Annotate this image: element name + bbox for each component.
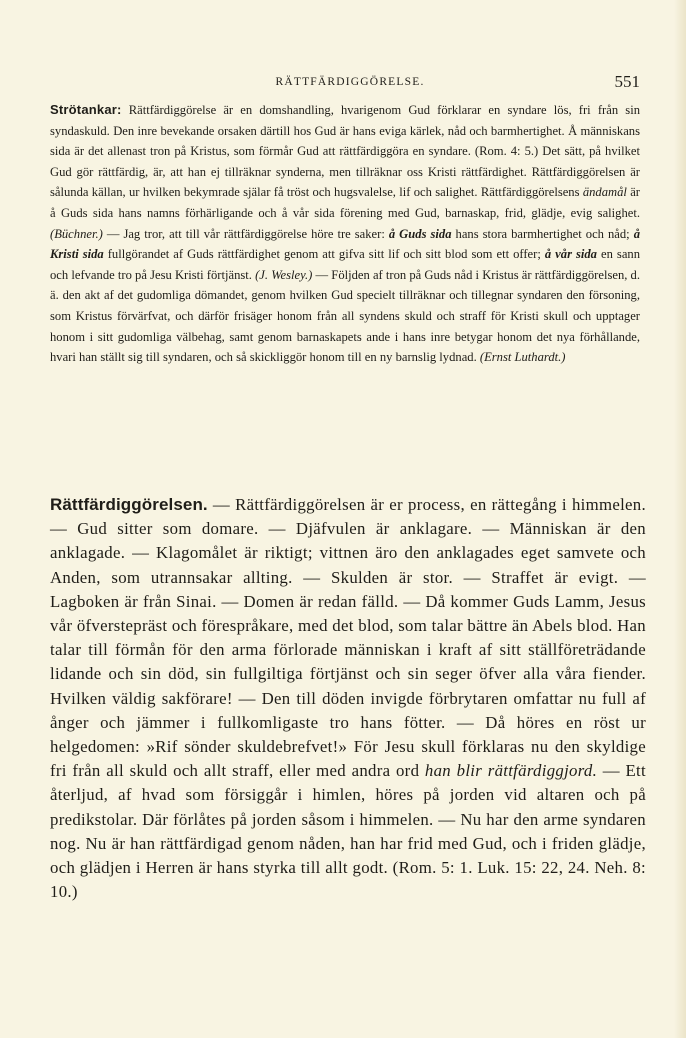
strotankar-label: Strötankar: <box>50 102 122 117</box>
emphasis: han blir rättfärdiggjord. <box>424 761 598 781</box>
text-run: hans stora barmhertighet och nåd; <box>451 226 634 241</box>
running-head: RÄTTFÄRDIGGÖRELSE. <box>275 76 425 88</box>
citation: (Ernst Luthardt.) <box>479 350 566 365</box>
strotankar-section <box>50 100 640 368</box>
citation: (J. Wesley.) <box>255 267 313 282</box>
rattfardiggorelsen-label: Rättfärdiggörelsen. <box>50 495 208 514</box>
page-number: 551 <box>614 72 640 91</box>
citation: (Büchner.) <box>50 226 103 241</box>
text-run: fullgörandet af Guds rättfärdighet genom att gifva sitt lif och sitt blod som ett offer; <box>103 247 545 262</box>
rattfardiggorelsen-section <box>50 493 646 904</box>
page-header <box>60 72 640 94</box>
emphasis: å Guds sida <box>388 226 452 241</box>
text-run: — Rättfärdiggörelsen är er process, en rättegång i himmelen. — Gud sitter som domare. — Djäfvulen är anklagare. — Människan är den anklagade. — Klagomålet är riktigt; vittnen äro den anklagades eget samvete och Anden, som utrannsakar allting. — Skulden är stor. — Straffet är evigt. — Lagboken är från Sinai. — Domen är redan fälld. — Då kommer Guds Lamm, Jesus vår öfverstepräst och förespråkare, med det blod, som talar bättre än Abels blod. Han talar till förmån för den arma förlorade människan i kraft af sitt ställföreträdande lidande och sin död, sin fullgiltiga förtjänst och sin seger öfver alla våra fiender. Hvilken väldig sakförare! — Den till döden invigde förbrytaren omfattar nu full af ånger och jämmer i fullkomligaste tro hans fötter. — Då höres en röst ur helgedomen: »Rif sönder skuldebrefvet!» För Jesu skull förklaras nu den skyldige fri från all skuld och allt straff, eller med andra ord <box>50 495 646 781</box>
page-edge-shadow <box>674 0 686 1038</box>
strotankar-paragraph <box>50 100 640 368</box>
emphasis: å vår sida <box>544 247 597 262</box>
text-run: är å Guds sida hans namns förhärligande och å vår sida förening med Gud, barnaskap, frid, glädje, evig salighet. <box>50 185 641 220</box>
text-run: — Ett återljud, af hvad som försiggår i himlen, höres på jorden vid altaren och på predikstolar. Där förlåtes på jorden såsom i himmelen. — Nu har den arme syndaren nog. Nu är han rättfärdigad genom nåden, han har frid med Gud, och i friden glädje, och glädjen i Herren är hans styrka till allt godt. (Rom. 5: 1. Luk. 15: 22, 24. Neh. 8: 10.) <box>50 761 646 902</box>
rattfardiggorelsen-paragraph <box>50 493 646 904</box>
emphasis: ändamål <box>582 185 627 200</box>
text-run: en sann och lefvande tro på Jesu Kristi förtjänst. <box>50 247 640 282</box>
text-run: — Jag tror, att till vår rättfärdiggörelse höre tre saker: <box>102 226 389 241</box>
text-run: Rättfärdiggörelse är en domshandling, hvarigenom Gud förklarar en syndare lös, fri från sin syndaskuld. Den inre bevekande orsaken därtill hos Gud är hans eviga kärlek, nåd och barmhertighet. Å människans sida är det allenast tron på Kristus, som förmår Gud att rättfärdiggöra en syndare. (Rom. 4: 5.) Det sätt, på hvilket Gud gör rättfärdig, är, att han ej tillräknar synderna, men tillräknar oss Kristi rättfärdighet. Rättfärdiggörelsen är sålunda källan, ur hvilken bekymrade själar få tröst och hugsvalelse, lif och salighet. Rättfärdiggörelsens <box>50 103 640 200</box>
text-run: — Följden af tron på Guds nåd i Kristus är rättfärdiggörelsen, d. ä. den akt af det gudomliga dömandet, genom hvilken Gud specielt tillräknar och tillegnar syndaren den försoning, som Kristus förvärfvat, och därför frisäger honom från all syndens skuld och straff för Kristi skull och upptager honom i sitt gudomliga välbehag, samt genom barnaskapets ande i hans inre betygar honom det nya förhållande, hvari han ställt sig till syndaren, och så skickliggör honom till en ny barnslig lydnad. <box>50 267 641 365</box>
emphasis: å Kristi sida <box>50 226 640 262</box>
